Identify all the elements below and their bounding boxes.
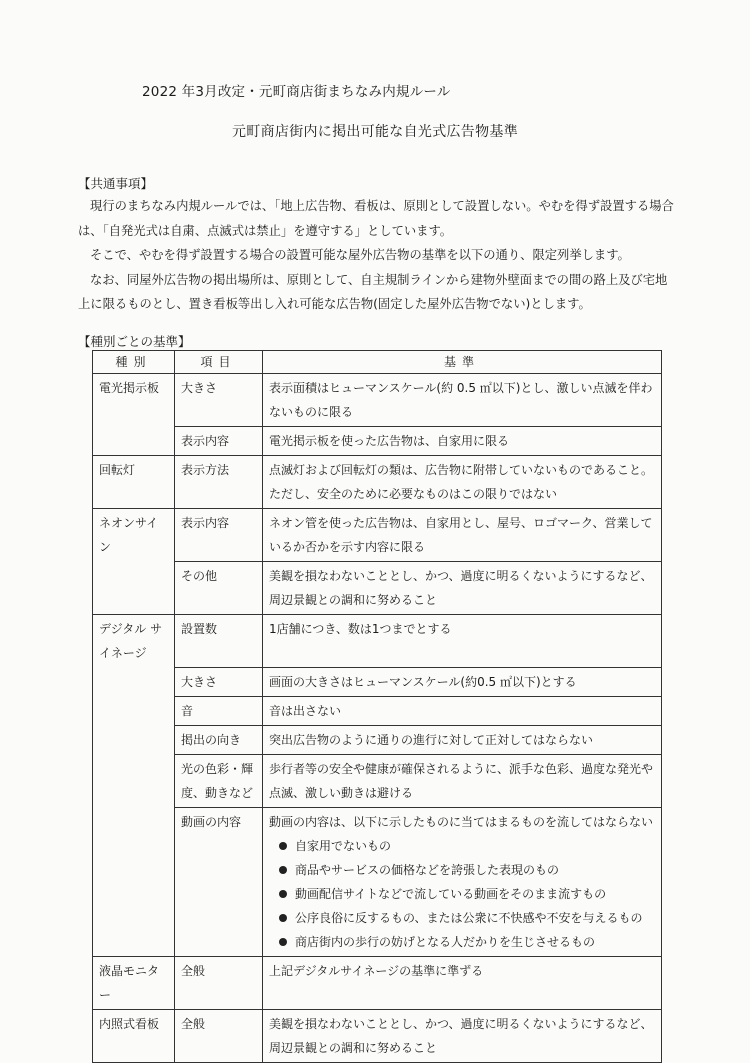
table-row xyxy=(93,562,662,615)
type-cell xyxy=(93,696,175,725)
type-cell xyxy=(93,667,175,696)
common-paragraph: そこで、やむを得ず設置する場合の設置可能な屋外広告物の基準を以下の通り、限定列挙します。 xyxy=(90,248,630,263)
standard-cell: 美観を損なわないこととし、かつ、過度に明るくないようにするなど、周辺景観との調和に努めること xyxy=(263,562,662,615)
table-row xyxy=(93,456,662,509)
standards-table xyxy=(92,350,662,1063)
table-row xyxy=(93,667,662,696)
table-row xyxy=(93,615,662,668)
table-row xyxy=(93,1009,662,1062)
type-cell xyxy=(93,427,175,456)
item-cell: 掲出の向き xyxy=(175,725,263,754)
type-cell xyxy=(93,807,175,956)
type-cell: 回転灯 xyxy=(93,456,175,509)
item-cell: 表示内容 xyxy=(175,509,263,562)
standard-text: 動画の内容は、以下に示したものに当てはまるものを流してはならない xyxy=(269,814,654,829)
standard-cell: 歩行者等の安全や健康が確保されるように、派手な色彩、過度な発光や点滅、激しい動きは避ける xyxy=(263,754,662,807)
table-row xyxy=(93,956,662,1009)
common-paragraph: なお、同屋外広告物の掲出場所は、原則として、自主規制ラインから建物外壁面までの間の路上及び宅地上に限るものとし、置き看板等出し入れ可能な広告物(固定した屋外広告物でない)とします。 xyxy=(78,272,668,312)
item-cell: 全般 xyxy=(175,956,263,1009)
list-item: 公序良俗に反するもの、または公衆に不快感や不安を与えるもの xyxy=(279,906,655,930)
table-row xyxy=(93,427,662,456)
header-standard: 基準 xyxy=(263,351,662,374)
type-cell xyxy=(93,754,175,807)
document-title: 元町商店街内に掲出可能な自光式広告物基準 xyxy=(232,124,518,140)
standard-cell: 表示面積はヒューマンスケール(約 0.5 ㎡以下)とし、激しい点滅を伴わないものに限る xyxy=(263,374,662,427)
header-item: 項目 xyxy=(175,351,263,374)
standard-cell: 美観を損なわないこととし、かつ、過度に明るくないようにするなど、周辺景観との調和に努めること xyxy=(263,1009,662,1062)
prohibited-content-list xyxy=(269,834,655,954)
item-cell: その他 xyxy=(175,562,263,615)
standard-cell: 音は出さない xyxy=(263,696,662,725)
standard-cell: ネオン管を使った広告物は、自家用とし、屋号、ロゴマーク、営業しているか否かを示す内容に限る xyxy=(263,509,662,562)
item-cell: 表示内容 xyxy=(175,427,263,456)
type-cell: 液晶モニター xyxy=(93,956,175,1009)
item-cell: 動画の内容 xyxy=(175,807,263,956)
table-row xyxy=(93,696,662,725)
standard-cell: 上記デジタルサイネージの基準に準ずる xyxy=(263,956,662,1009)
common-section-heading: 【共通事項】 xyxy=(78,176,154,191)
item-cell: 表示方法 xyxy=(175,456,263,509)
item-cell: 設置数 xyxy=(175,615,263,668)
item-cell: 大きさ xyxy=(175,667,263,696)
standard-cell xyxy=(263,807,662,956)
list-item: 自家用でないもの xyxy=(279,834,655,858)
item-cell: 光の色彩・輝度、動きなど xyxy=(175,754,263,807)
header-type: 種別 xyxy=(93,351,175,374)
types-section-heading: 【種別ごとの基準】 xyxy=(78,334,191,349)
type-cell: 内照式看板 xyxy=(93,1009,175,1062)
type-cell: ネオンサイン xyxy=(93,509,175,562)
table-row xyxy=(93,374,662,427)
item-cell: 全般 xyxy=(175,1009,263,1062)
list-item: 商品やサービスの価格などを誇張した表現のもの xyxy=(279,858,655,882)
table-header-row xyxy=(93,351,662,374)
standard-cell: 1店舗につき、数は1つまでとする xyxy=(263,615,662,668)
header-line: 2022 年3月改定・元町商店街まちなみ内規ルール xyxy=(142,84,451,100)
standard-cell: 点滅灯および回転灯の類は、広告物に附帯していないものであること。ただし、安全のために必要なものはこの限りではない xyxy=(263,456,662,509)
standard-cell: 電光掲示板を使った広告物は、自家用に限る xyxy=(263,427,662,456)
list-item: 商店街内の歩行の妨げとなる人だかりを生じさせるもの xyxy=(279,930,655,954)
standard-cell: 画面の大きさはヒューマンスケール(約0.5 ㎡以下)とする xyxy=(263,667,662,696)
type-cell xyxy=(93,725,175,754)
table-row xyxy=(93,509,662,562)
table-row xyxy=(93,725,662,754)
table-row xyxy=(93,754,662,807)
type-cell: 電光掲示板 xyxy=(93,374,175,427)
item-cell: 大きさ xyxy=(175,374,263,427)
common-paragraph: 現行のまちなみ内規ルールでは、「地上広告物、看板は、原則として設置しない。やむを得ず設置する場合は、「自発光式は自粛、点滅式は禁止」を遵守する」としています。 xyxy=(78,199,674,238)
table-row xyxy=(93,807,662,956)
item-cell: 音 xyxy=(175,696,263,725)
list-item: 動画配信サイトなどで流している動画をそのまま流すもの xyxy=(279,882,655,906)
common-section-body xyxy=(78,194,678,317)
type-cell xyxy=(93,562,175,615)
standard-cell: 突出広告物のように通りの進行に対して正対してはならない xyxy=(263,725,662,754)
type-cell: デジタル サイネージ xyxy=(93,615,175,668)
